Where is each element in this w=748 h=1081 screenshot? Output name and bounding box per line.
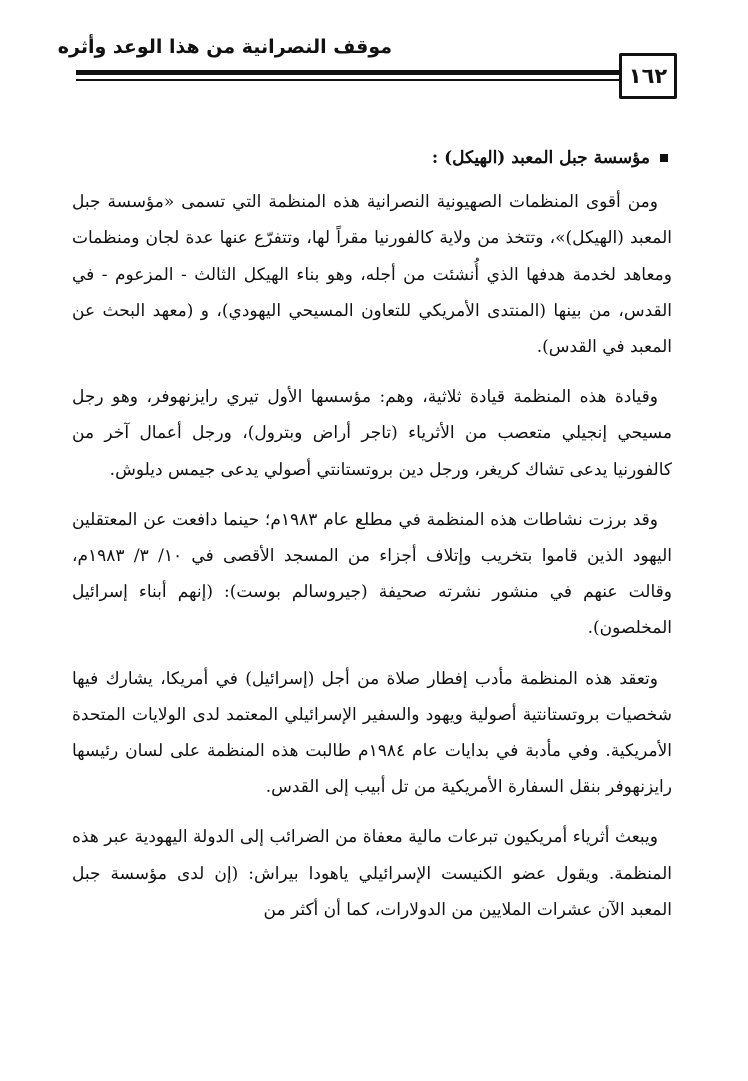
paragraph: وتعقد هذه المنظمة مأدب إفطار صلاة من أجل (إسرائيل) في أمريكا، يشارك فيها شخصيات بروتستانتية أصولية ويهود والسفير الإسرائيلي المعتمد لدى الولايات المتحدة الأمريكية. وفي مأدبة في بدايات عام ١٩٨٤م طالبت هذه المنظمة على لسان رئيسها رايزنهوفر بنقل السفارة الأمريكية من تل أبيب إلى القدس. [72, 668, 673, 798]
section-heading-text: مؤسسة جبل المعبد (الهيكل) : [431, 148, 650, 168]
paragraph: وقد برزت نشاطات هذه المنظمة في مطلع عام ١٩٨٣م؛ حينما دافعت عن المعتقلين اليهود الذين قاموا بتخريب وإتلاف أجزاء من المسجد الأقصى في ١٠/ ٣/ ١٩٨٣م، وقالت عنهم في منشور نشرته صحيفة (جيروسالم بوست): (إنهم أبناء إسرائيل المخلصون). [72, 509, 672, 639]
paragraph: ومن أقوى المنظمات الصهيونية النصرانية هذه المنظمة التي تسمى «مؤسسة جبل المعبد (الهيكل)»، وتتخذ من ولاية كالفورنيا مقراً لها، وتتفرّع عنها عدة لجان ومنظمات ومعاهد لخدمة هدفها الذي أُنشئت من أجله، وهو بناء الهيكل الثالث - المزعوم - في القدس، من بينها (المنتدى الأمريكي للتعاون المسيحي اليهودي)، و (معهد البحث عن المعبد في القدس). [72, 192, 672, 358]
running-header-title: موقف النصرانية من هذا الوعد وأثره [57, 36, 392, 58]
page-body [72, 140, 672, 942]
header-rule-thick [76, 70, 620, 75]
section-heading [72, 140, 672, 176]
page-number: ١٦٢ [619, 53, 677, 99]
square-bullet-icon [660, 154, 668, 162]
paragraph: ويبعث أثرياء أمريكيون تبرعات مالية معفاة من الضرائب إلى الدولة اليهودية عبر هذه المنظمة. ويقول عضو الكنيست الإسرائيلي ياهودا بيراش: (إن لدى مؤسسة جبل المعبد الآن عشرات الملايين من الدولارات، كما أن أكثر من [72, 827, 672, 920]
header-rule-thin [76, 79, 620, 81]
paragraph: وقيادة هذه المنظمة قيادة ثلاثية، وهم: مؤسسها الأول تيري رايزنهوفر، وهو رجل مسيحي إنجيلي متعصب من الأثرياء (تاجر أراض وبترول)، ورجل أعمال آخر من كالفورنيا يدعى تشاك كريغر، ورجل دين بروتستانتي أصولي يدعى جيمس ديلوش. [72, 387, 672, 480]
